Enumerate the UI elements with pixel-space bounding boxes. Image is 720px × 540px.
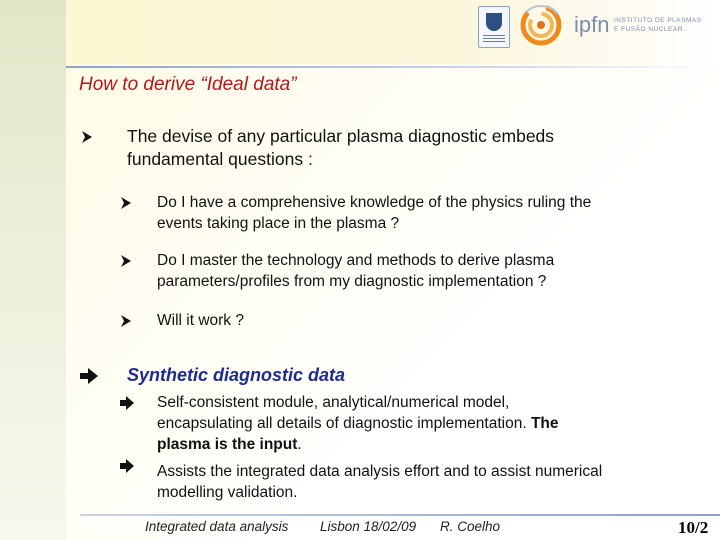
synthetic-item-1-line1: Self-consistent module, analytical/numerical model, [157, 394, 510, 411]
ipfn-logo [574, 8, 704, 42]
synthetic-item-1 [157, 392, 559, 455]
question-line1: Will it work ? [157, 312, 244, 329]
synthetic-item-1-line3 [157, 434, 559, 455]
slide-title: How to derive “Ideal data” [79, 74, 297, 95]
synthetic-item-2 [157, 461, 602, 503]
question-line1: Do I have a comprehensive knowledge of the physics ruling the [157, 194, 592, 211]
right-arrow-bullet-icon [120, 459, 134, 473]
question-item [157, 192, 591, 234]
question-line1: Do I master the technology and methods to derive plasma [157, 252, 555, 269]
ist-logo [478, 6, 510, 48]
ipfn-subtitle-line2: E FUSÃO NUCLEAR [614, 26, 683, 33]
page-number: 10/2 [678, 518, 709, 537]
intro-text [127, 125, 554, 171]
arrowhead-bullet-icon [120, 315, 132, 327]
synthetic-item-1-tail: . [297, 436, 302, 453]
plasma-ring-logo [516, 2, 566, 48]
question-item [157, 310, 244, 331]
synthetic-item-2-line1: Assists the integrated data analysis effort and to assist numerical [157, 463, 603, 480]
synthetic-item-1-line2-text: encapsulating all details of diagnostic implementation. [157, 415, 527, 432]
title-rule [66, 66, 720, 68]
shield-icon [486, 13, 502, 31]
synthetic-item-2-line2: modelling validation. [157, 484, 298, 501]
footer-rule [80, 514, 720, 516]
synthetic-item-1-line2 [157, 413, 559, 434]
logo-caption-lines [483, 35, 505, 43]
footer-event: Integrated data analysis [145, 519, 289, 534]
question-line2: events taking place in the plasma ? [157, 215, 400, 232]
arrowhead-bullet-icon [120, 255, 132, 267]
left-band [0, 0, 66, 540]
question-item [157, 250, 554, 292]
synthetic-item-1-bold-start: The [530, 415, 559, 432]
right-arrow-bullet-icon [120, 396, 134, 410]
footer-author: R. Coelho [440, 519, 501, 534]
ipfn-wordmark: ipfn [574, 12, 610, 37]
ipfn-subtitle-line1: INSTITUTO DE PLASMAS [614, 17, 702, 24]
ipfn-subtitle [614, 16, 702, 34]
arrowhead-bullet-icon [81, 131, 93, 143]
synthetic-heading: Synthetic diagnostic data [127, 365, 346, 385]
arrowhead-bullet-icon [120, 197, 132, 209]
intro-line1: The devise of any particular plasma diagnostic embeds [127, 126, 555, 146]
question-line2: parameters/profiles from my diagnostic implementation ? [157, 273, 547, 290]
synthetic-item-1-bold-end: plasma is the input [157, 436, 298, 453]
footer-date: Lisbon 18/02/09 [320, 519, 417, 534]
intro-line2: fundamental questions : [127, 149, 313, 169]
right-arrow-bullet-icon [80, 368, 98, 384]
